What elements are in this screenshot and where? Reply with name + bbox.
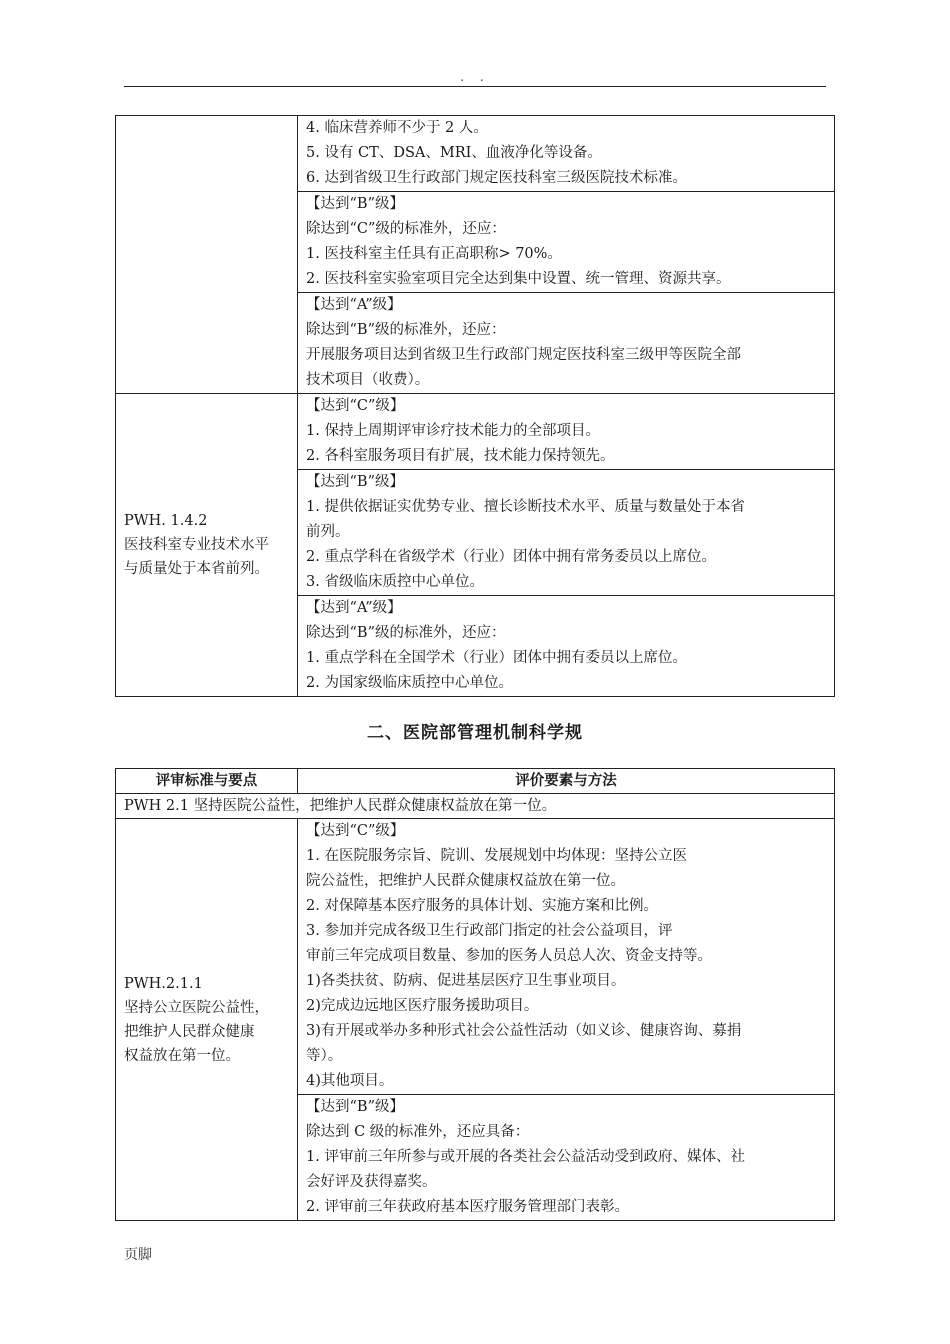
standard-cell (116, 116, 298, 394)
criteria-line: 2. 医技科室实验室项目完全达到集中设置、统一管理、资源共享。 (306, 271, 731, 287)
criteria-block (298, 192, 835, 293)
standard-text: 医技科室专业技术水平 (124, 537, 269, 553)
criteria-line: 开展服务项目达到省级卫生行政部门规定医技科室三级甲等医院全部 (306, 347, 741, 363)
criteria-line: 除达到“B”级的标准外，还应： (306, 625, 506, 641)
criteria-line: 1. 保持上周期评审诊疗技术能力的全部项目。 (306, 423, 600, 439)
criteria-line: 4. 临床营养师不少于 2 人。 (306, 120, 488, 136)
table-row (116, 794, 835, 819)
criteria-line: 1. 重点学科在全国学术（行业）团体中拥有委员以上席位。 (306, 650, 687, 666)
standard-cell (116, 394, 298, 697)
evaluation-table-continued (115, 115, 835, 697)
criteria-line: 3. 省级临床质控中心单位。 (306, 574, 484, 590)
criteria-line: 会好评及获得嘉奖。 (306, 1174, 437, 1190)
criteria-line: 前列。 (306, 524, 350, 540)
table-header-row (116, 769, 835, 794)
standard-code: PWH. 1.4.2 (124, 513, 208, 529)
grade-heading: 【达到“B”级】 (306, 1099, 404, 1115)
standard-text: 把维护人民群众健康 (124, 1023, 255, 1040)
grade-heading: 【达到“B”级】 (306, 474, 404, 490)
column-header-standard: 评审标准与要点 (116, 769, 298, 794)
criteria-line: 院公益性，把维护人民群众健康权益放在第一位。 (306, 873, 625, 889)
header-rule (124, 86, 826, 87)
evaluation-table (115, 768, 835, 1221)
criteria-line: 1. 在医院服务宗旨、院训、发展规划中均体现：坚持公立医 (306, 848, 687, 864)
criteria-line: 1. 评审前三年所参与或开展的各类社会公益活动受到政府、媒体、社 (306, 1149, 745, 1165)
standard-text: 与质量处于本省前列。 (124, 561, 269, 577)
table-row (116, 819, 835, 1095)
header-dots: . . (460, 70, 490, 84)
criteria-block (298, 293, 835, 394)
standard-code: PWH.2.1.1 (124, 975, 203, 992)
criteria-line: 2. 各科室服务项目有扩展，技术能力保持领先。 (306, 448, 615, 464)
criteria-line: 审前三年完成项目数量、参加的医务人员总人次、资金支持等。 (306, 948, 712, 964)
criteria-line: 3)有开展或举办多种形式社会公益性活动（如义诊、健康咨询、募捐 (306, 1023, 742, 1039)
criteria-line: 等）。 (306, 1048, 343, 1064)
criteria-line: 除达到“B”级的标准外，还应： (306, 322, 506, 338)
standard-cell (116, 819, 298, 1221)
grade-heading: 【达到“B”级】 (306, 196, 404, 212)
criteria-line: 6. 达到省级卫生行政部门规定医技科室三级医院技术标准。 (306, 170, 687, 186)
criteria-block (298, 1095, 835, 1221)
grade-heading: 【达到“A”级】 (306, 297, 402, 313)
criteria-block (298, 394, 835, 470)
criteria-line: 2)完成边远地区医疗服务援助项目。 (306, 998, 539, 1014)
standard-text: 坚持公立医院公益性， (124, 999, 269, 1016)
table-row (116, 116, 835, 192)
criteria-line: 技术项目（收费）。 (306, 372, 430, 388)
criteria-line: 2. 评审前三年获政府基本医疗服务管理部门表彰。 (306, 1199, 629, 1215)
criteria-line: 2. 重点学科在省级学术（行业）团体中拥有常务委员以上席位。 (306, 549, 716, 565)
criteria-block (298, 116, 835, 192)
standard-summary-row: PWH 2.1 坚持医院公益性，把维护人民群众健康权益放在第一位。 (116, 794, 835, 819)
section-title: 二、医院部管理机制科学规 (367, 723, 583, 743)
grade-heading: 【达到“C”级】 (306, 823, 405, 839)
criteria-line: 1. 提供依据证实优势专业、擅长诊断技术水平、质量与数量处于本省 (306, 499, 745, 515)
criteria-line: 1. 医技科室主任具有正高职称> 70%。 (306, 246, 562, 262)
criteria-block (298, 819, 835, 1095)
column-header-method: 评价要素与方法 (298, 769, 835, 794)
criteria-line: 除达到“C”级的标准外，还应： (306, 221, 506, 237)
criteria-line: 4)其他项目。 (306, 1073, 394, 1089)
grade-heading: 【达到“A”级】 (306, 600, 402, 616)
criteria-line: 除达到 C 级的标准外，还应具备： (306, 1124, 530, 1140)
criteria-line: 2. 为国家级临床质控中心单位。 (306, 675, 513, 691)
table-row (116, 394, 835, 470)
criteria-block (298, 470, 835, 596)
criteria-line: 2. 对保障基本医疗服务的具体计划、实施方案和比例。 (306, 898, 658, 914)
criteria-line: 1)各类扶贫、防病、促进基层医疗卫生事业项目。 (306, 973, 626, 989)
grade-heading: 【达到“C”级】 (306, 398, 405, 414)
criteria-line: 3. 参加并完成各级卫生行政部门指定的社会公益项目，评 (306, 923, 673, 939)
standard-text: 权益放在第一位。 (124, 1047, 240, 1064)
criteria-line: 5. 设有 CT、DSA、MRI、血液净化等设备。 (306, 145, 602, 161)
criteria-block (298, 596, 835, 697)
page-footer: 页脚 (124, 1247, 152, 1263)
